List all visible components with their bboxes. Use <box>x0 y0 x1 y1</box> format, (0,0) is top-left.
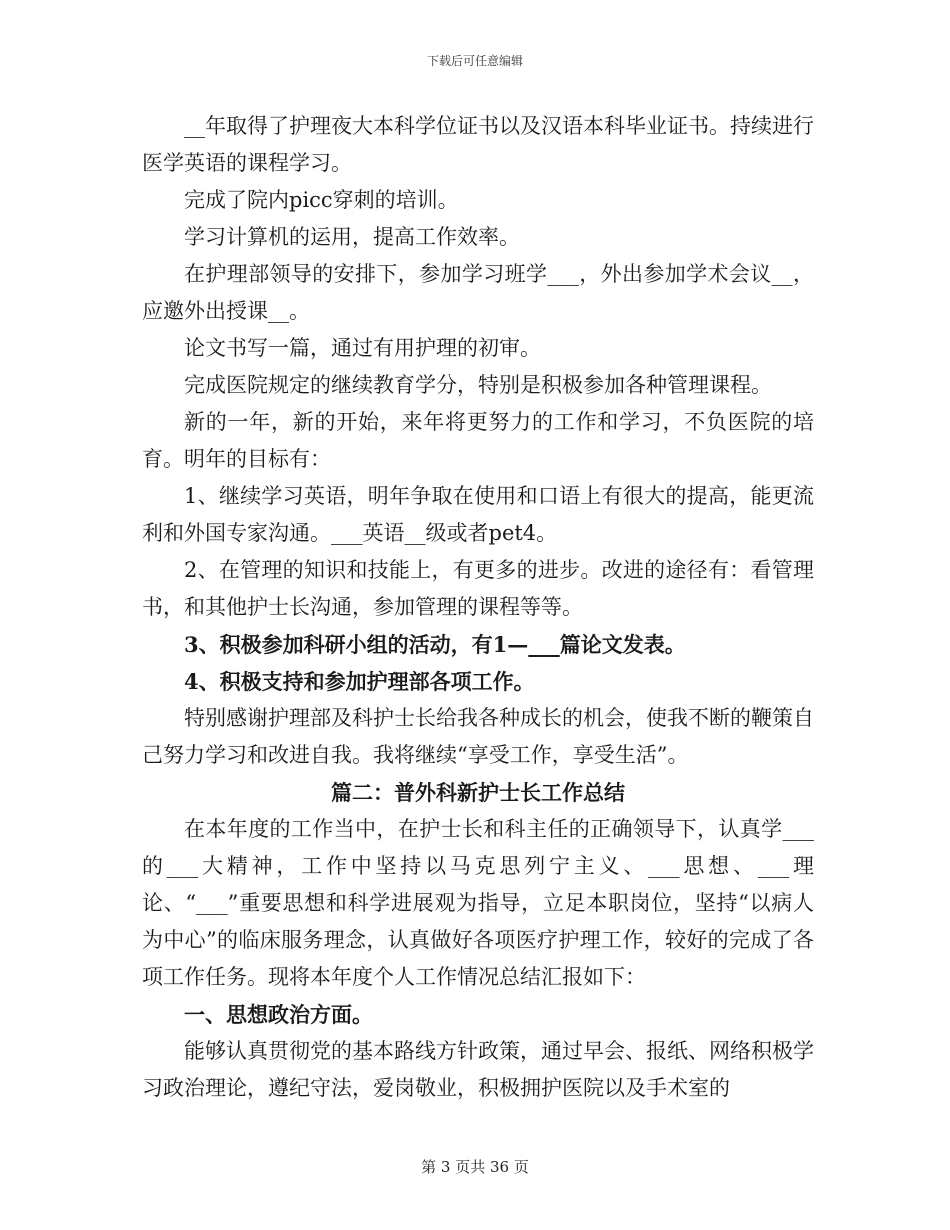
paragraph: 新的一年，新的开始，来年将更努力的工作和学习，不负医院的培育。明年的目标有： <box>142 410 814 471</box>
paragraph: __年取得了护理夜大本科学位证书以及汉语本科毕业证书。持续进行医学英语的课程学习。 <box>142 114 814 175</box>
section-heading: 篇二：普外科新护士长工作总结 <box>331 780 625 805</box>
paragraph: 在本年度的工作当中，在护士长和科主任的正确领导下，认真学___的___大精神，工作中坚持以马克思列宁主义、___思想、___理论、“___”重要思想和科学进展观为指导，立足本职岗位，坚持“以病人为中心”的临床服务理念，认真做好各项医疗护理工作，较好的完成了各项工作任务。现将本年度个人工作情况总结汇报如下： <box>142 817 814 989</box>
subsection-heading: 一、思想政治方面。 <box>184 1002 373 1027</box>
paragraph: 完成医院规定的继续教育学分，特别是积极参加各种管理课程。 <box>184 373 772 397</box>
paragraph: 特别感谢护理部及科护士长给我各种成长的机会，使我不断的鞭策自己努力学习和改进自我。我将继续“享受工作，享受生活”。 <box>142 706 814 767</box>
list-item-goal-4: 4、积极支持和参加护理部各项工作。 <box>184 669 535 694</box>
page-number: 第 3 页共 36 页 <box>421 1158 529 1176</box>
header-note: 下载后可任意编辑 <box>426 54 523 68</box>
paragraph: 能够认真贯彻党的基本路线方针政策，通过早会、报纸、网络积极学习政治理论，遵纪守法，爱岗敬业，积极拥护医院以及手术室的 <box>142 1039 814 1100</box>
paragraph: 论文书写一篇，通过有用护理的初审。 <box>184 336 541 360</box>
paragraph: 完成了院内picc穿刺的培训。 <box>184 188 459 212</box>
list-item-goal-1: 1、继续学习英语，明年争取在使用和口语上有很大的提高，能更流利和外国专家沟通。___英语__级或者pet4。 <box>142 484 814 545</box>
list-item-goal-3: 3、积极参加科研小组的活动，有1—___篇论文发表。 <box>184 632 686 657</box>
list-item-goal-2: 2、在管理的知识和技能上，有更多的进步。改进的途径有：看管理书，和其他护士长沟通，参加管理的课程等等。 <box>142 558 814 619</box>
paragraph: 学习计算机的运用，提高工作效率。 <box>184 225 520 249</box>
paragraph: 在护理部领导的安排下，参加学习班学___，外出参加学术会议__，应邀外出授课__。 <box>142 262 814 323</box>
document-body <box>142 108 814 1107</box>
